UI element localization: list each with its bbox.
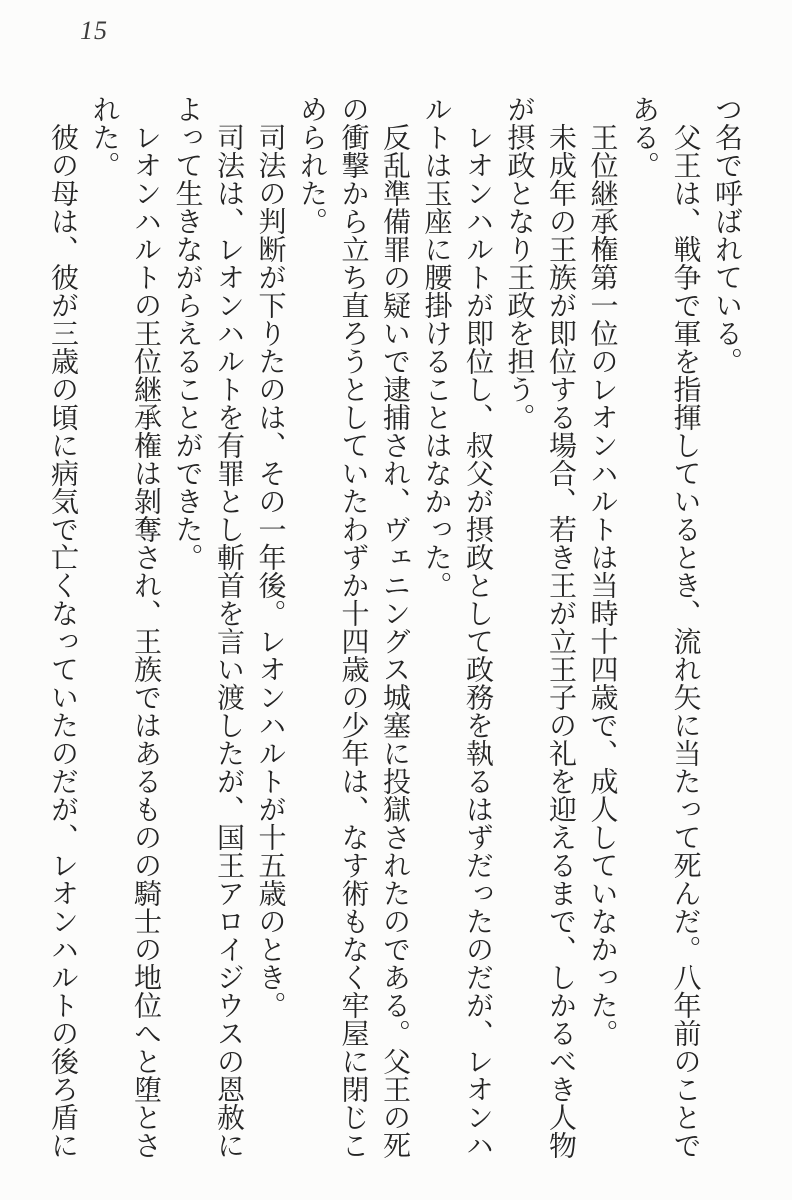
text-body: [41, 95, 747, 1159]
text-line: められた。: [296, 95, 327, 235]
text-line: ある。: [628, 95, 659, 179]
text-line: ルトは玉座に腰掛けることはなかった。: [420, 95, 452, 599]
text-line: 父王は、戦争で軍を指揮しているとき、流れ矢に当たって死んだ。八年前のことで: [669, 123, 701, 1159]
text-line: 彼の母は、彼が三歳の頃に病気で亡くなっていたのだが、レオンハルトの後ろ盾に: [47, 123, 78, 1159]
text-line: れた。: [88, 95, 120, 179]
text-line: 司法の判断が下りたのは、その一年後。レオンハルトが十五歳のとき。: [254, 123, 286, 1019]
page-number: 15: [80, 16, 108, 45]
text-line: 王位継承権第一位のレオンハルトは当時十四歳で、成人していなかった。: [586, 123, 618, 1047]
text-line: つ名で呼ばれている。: [711, 95, 742, 375]
text-line: の衝撃から立ち直ろうとしていたわずか十四歳の少年は、なす術もなく牢屋に閉じこ: [337, 95, 369, 1159]
text-line: レオンハルトの王位継承権は剝奪され、王族ではあるものの騎士の地位へと堕とさ: [130, 123, 161, 1159]
text-line: が摂政となり王政を担う。: [503, 95, 535, 431]
text-line: レオンハルトが即位し、叔父が摂政として政務を執るはずだったのだが、レオンハ: [462, 123, 493, 1159]
text-line: よって生きながらえることができた。: [171, 95, 203, 571]
text-line: 司法は、レオンハルトを有罪とし斬首を言い渡したが、国王アロイジウスの恩赦に: [213, 123, 244, 1159]
text-line: 反乱準備罪の疑いで逮捕され、ヴェニングス城塞に投獄されたのである。父王の死: [379, 123, 410, 1159]
text-line: 未成年の王族が即位する場合、若き王が立王子の礼を迎えるまで、しかるべき人物: [545, 123, 576, 1159]
